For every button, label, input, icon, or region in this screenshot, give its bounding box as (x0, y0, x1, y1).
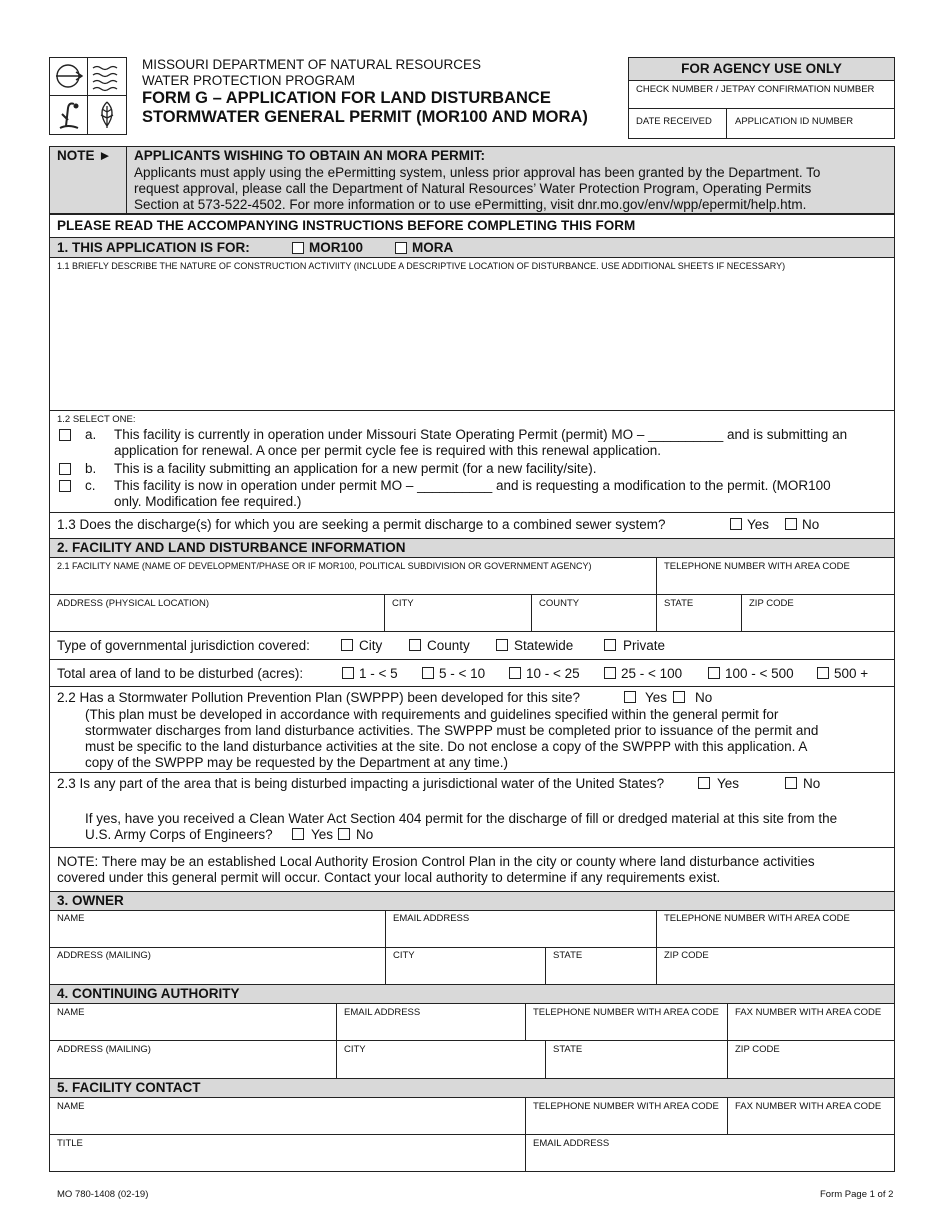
facility-name-field[interactable] (52, 573, 652, 592)
fc-email-label: EMAIL ADDRESS (533, 1138, 610, 1149)
q23-no-checkbox[interactable] (785, 777, 797, 789)
facility-zip-field[interactable] (745, 610, 892, 629)
area-100-500-label: 100 - < 500 (725, 666, 794, 681)
q22-yes-label: Yes (645, 690, 668, 705)
q23-text-line1: If yes, have you received a Clean Water Act Section 404 permit for the discharge of fill or dredged material at this site from the (85, 811, 838, 826)
area-label: Total area of land to be disturbed (acres): (57, 666, 304, 681)
q13-no-checkbox[interactable] (785, 518, 797, 530)
fc-fax-field[interactable] (731, 1114, 892, 1133)
q23b-yes-label: Yes (311, 827, 334, 842)
facility-telephone-field[interactable] (660, 573, 892, 592)
q23b-yes-checkbox[interactable] (292, 828, 304, 840)
q13-no-label: No (802, 517, 820, 532)
owner-email-label: EMAIL ADDRESS (393, 913, 470, 924)
form-title-line2: STORMWATER GENERAL PERMIT (MOR100 AND MORA) (142, 108, 588, 126)
facility-state-field[interactable] (660, 610, 738, 629)
jurisdiction-statewide-checkbox[interactable] (496, 639, 508, 651)
q22-yes-checkbox[interactable] (624, 691, 636, 703)
ca-address-field[interactable] (52, 1057, 332, 1076)
mor100-checkbox[interactable] (292, 242, 304, 254)
area-500-plus-checkbox[interactable] (817, 667, 829, 679)
ca-city-field[interactable] (340, 1057, 541, 1076)
application-id-label: APPLICATION ID NUMBER (735, 116, 854, 127)
facility-zip-label: ZIP CODE (749, 598, 794, 609)
program-name: WATER PROTECTION PROGRAM (142, 73, 356, 88)
area-10-25-checkbox[interactable] (509, 667, 521, 679)
note-text-line2: request approval, please call the Department of Natural Resources’ Water Protection Program, Operating Permits (134, 181, 812, 196)
area-100-500-checkbox[interactable] (708, 667, 720, 679)
jurisdiction-private-checkbox[interactable] (604, 639, 616, 651)
local-authority-note-line2: covered under this general permit will occur. Contact your local authority to determine if any requirements exist. (57, 870, 721, 885)
section5-title: 5. FACILITY CONTACT (57, 1080, 201, 1095)
section1-title: 1. THIS APPLICATION IS FOR: (57, 240, 250, 255)
q23-text-line2: U.S. Army Corps of Engineers? (85, 827, 273, 842)
fc-name-field[interactable] (52, 1114, 521, 1133)
ca-telephone-label: TELEPHONE NUMBER WITH AREA CODE (533, 1007, 719, 1018)
note-label: NOTE ► (57, 148, 112, 163)
jurisdiction-city-label: City (359, 638, 383, 653)
owner-state-field[interactable] (549, 963, 652, 982)
form-title-line1: FORM G – APPLICATION FOR LAND DISTURBANCE (142, 89, 551, 107)
ca-state-field[interactable] (549, 1057, 723, 1076)
fc-telephone-label: TELEPHONE NUMBER WITH AREA CODE (533, 1101, 719, 1112)
note-heading: APPLICANTS WISHING TO OBTAIN AN MORA PERMIT: (134, 148, 485, 163)
q22-text-line2: stormwater discharges from land disturbance activities. The SWPPP must be completed prior to issuance of the permit and (85, 723, 819, 738)
facility-address-label: ADDRESS (PHYSICAL LOCATION) (57, 598, 210, 609)
area-1-5-label: 1 - < 5 (359, 666, 398, 681)
form-number: MO 780-1408 (02-19) (57, 1189, 149, 1200)
q23-no-label: No (803, 776, 821, 791)
ca-zip-field[interactable] (731, 1057, 892, 1076)
mor100-label: MOR100 (309, 240, 364, 255)
owner-telephone-label: TELEPHONE NUMBER WITH AREA CODE (664, 913, 850, 924)
mora-checkbox[interactable] (395, 242, 407, 254)
ca-name-label: NAME (57, 1007, 85, 1018)
facility-city-label: CITY (392, 598, 414, 609)
jurisdiction-county-label: County (427, 638, 470, 653)
instructions-banner: PLEASE READ THE ACCOMPANYING INSTRUCTIONS BEFORE COMPLETING THIS FORM (57, 218, 636, 233)
ca-fax-label: FAX NUMBER WITH AREA CODE (735, 1007, 882, 1018)
owner-telephone-field[interactable] (660, 926, 892, 945)
q23b-no-checkbox[interactable] (338, 828, 350, 840)
area-25-100-checkbox[interactable] (604, 667, 616, 679)
facility-city-field[interactable] (388, 610, 528, 629)
facility-county-label: COUNTY (539, 598, 580, 609)
area-1-5-checkbox[interactable] (342, 667, 354, 679)
area-5-10-checkbox[interactable] (422, 667, 434, 679)
owner-city-label: CITY (393, 950, 415, 961)
note-text-line1: Applicants must apply using the ePermitting system, unless prior approval has been granted by the Department. To (134, 165, 821, 180)
facility-name-label: 2.1 FACILITY NAME (NAME OF DEVELOPMENT/PHASE OR IF MOR100, POLITICAL SUBDIVISION OR GOVERNMENT AGENCY) (57, 561, 592, 571)
fc-fax-label: FAX NUMBER WITH AREA CODE (735, 1101, 882, 1112)
logo-symbols-icon (50, 58, 126, 134)
q23-yes-label: Yes (717, 776, 740, 791)
option-a-line2: application for renewal. A once per permit cycle fee is required with this renewal application. (114, 443, 662, 458)
q22-label: 2.2 Has a Stormwater Pollution Prevention Plan (SWPPP) been developed for this site? (57, 690, 581, 705)
owner-address-label: ADDRESS (MAILING) (57, 950, 151, 961)
fc-title-field[interactable] (52, 1151, 521, 1170)
q13-yes-checkbox[interactable] (730, 518, 742, 530)
option-c-checkbox[interactable] (59, 480, 71, 492)
owner-zip-field[interactable] (660, 963, 892, 982)
q23-yes-checkbox[interactable] (698, 777, 710, 789)
option-a-checkbox[interactable] (59, 429, 71, 441)
option-b-checkbox[interactable] (59, 463, 71, 475)
ca-fax-field[interactable] (731, 1020, 892, 1039)
agency-use-title: FOR AGENCY USE ONLY (681, 61, 842, 76)
facility-telephone-label: TELEPHONE NUMBER WITH AREA CODE (664, 561, 850, 572)
q23b-no-label: No (356, 827, 374, 842)
area-10-25-label: 10 - < 25 (526, 666, 580, 681)
facility-state-label: STATE (664, 598, 694, 609)
fc-title-label: TITLE (57, 1138, 83, 1149)
section2-title: 2. FACILITY AND LAND DISTURBANCE INFORMATION (57, 540, 406, 555)
q22-text-line4: copy of the SWPPP may be requested by the Department at any time.) (85, 755, 508, 770)
q13-yes-label: Yes (747, 517, 770, 532)
owner-city-field[interactable] (389, 963, 541, 982)
option-a-line1: This facility is currently in operation under Missouri State Operating Permit (permit) MO – __________ and is submitting an (114, 427, 848, 442)
check-number-label: CHECK NUMBER / JETPAY CONFIRMATION NUMBER (636, 84, 875, 95)
q23-label: 2.3 Is any part of the area that is being disturbed impacting a jurisdictional water of the United States? (57, 776, 665, 791)
date-received-label: DATE RECEIVED (636, 116, 712, 127)
ca-email-field[interactable] (340, 1020, 521, 1039)
option-c-line2: only. Modification fee required.) (114, 494, 302, 509)
option-b-line1: This is a facility submitting an application for a new permit (for a new facility/site). (114, 461, 597, 476)
ca-email-label: EMAIL ADDRESS (344, 1007, 421, 1018)
q22-text-line3: must be specific to the land disturbance activities at the site. Do not enclose a copy of the SWPPP with this application. A (85, 739, 808, 754)
mora-label: MORA (412, 240, 454, 255)
facility-county-field[interactable] (535, 610, 653, 629)
section4-title: 4. CONTINUING AUTHORITY (57, 986, 240, 1001)
q22-no-checkbox[interactable] (673, 691, 685, 703)
owner-state-label: STATE (553, 950, 583, 961)
q12-label: 1.2 SELECT ONE: (57, 414, 136, 425)
option-b-letter: b. (85, 461, 97, 476)
owner-address-field[interactable] (52, 963, 381, 982)
owner-zip-label: ZIP CODE (664, 950, 709, 961)
q13-label: 1.3 Does the discharge(s) for which you are seeking a permit discharge to a combined sewer system? (57, 517, 666, 532)
ca-zip-label: ZIP CODE (735, 1044, 780, 1055)
ca-city-label: CITY (344, 1044, 366, 1055)
section3-title: 3. OWNER (57, 893, 124, 908)
jurisdiction-statewide-label: Statewide (514, 638, 574, 653)
option-c-line1: This facility is now in operation under permit MO – __________ and is requesting a modification to the permit. (MOR100 (114, 478, 831, 493)
ca-name-field[interactable] (52, 1020, 332, 1039)
page-number: Form Page 1 of 2 (820, 1189, 894, 1200)
ca-telephone-field[interactable] (529, 1020, 723, 1039)
option-a-letter: a. (85, 427, 97, 442)
area-500-plus-label: 500 + (834, 666, 869, 681)
ca-state-label: STATE (553, 1044, 583, 1055)
fc-telephone-field[interactable] (529, 1114, 723, 1133)
q22-text-line1: (This plan must be developed in accordance with requirements and guidelines specified within the general permit for (85, 707, 779, 722)
jurisdiction-county-checkbox[interactable] (409, 639, 421, 651)
department-name: MISSOURI DEPARTMENT OF NATURAL RESOURCES (142, 57, 482, 72)
local-authority-note-line1: NOTE: There may be an established Local Authority Erosion Control Plan in the city or county where land disturbance activities (57, 854, 815, 869)
facility-address-field[interactable] (52, 610, 380, 629)
fc-name-label: NAME (57, 1101, 85, 1112)
q11-label: 1.1 BRIEFLY DESCRIBE THE NATURE OF CONSTRUCTION ACTIVIITY (INCLUDE A DESCRIPTIVE LOCATION OF DISTURBANCE. USE ADDITIONAL SHEETS IF NECESSARY) (57, 261, 786, 271)
ca-address-label: ADDRESS (MAILING) (57, 1044, 151, 1055)
note-text-line3: Section at 573-522-4502. For more information or to use ePermitting, visit dnr.mo.gov/env/wpp/epermit/help.htm. (134, 197, 807, 212)
q22-no-label: No (695, 690, 713, 705)
option-c-letter: c. (85, 478, 96, 493)
owner-name-label: NAME (57, 913, 85, 924)
fc-email-field[interactable] (529, 1151, 892, 1170)
q11-description-field[interactable] (52, 274, 892, 408)
area-25-100-label: 25 - < 100 (621, 666, 683, 681)
owner-email-field[interactable] (389, 926, 652, 945)
area-5-10-label: 5 - < 10 (439, 666, 486, 681)
jurisdiction-label: Type of governmental jurisdiction covered: (57, 638, 310, 653)
owner-name-field[interactable] (52, 926, 381, 945)
jurisdiction-private-label: Private (623, 638, 666, 653)
jurisdiction-city-checkbox[interactable] (341, 639, 353, 651)
